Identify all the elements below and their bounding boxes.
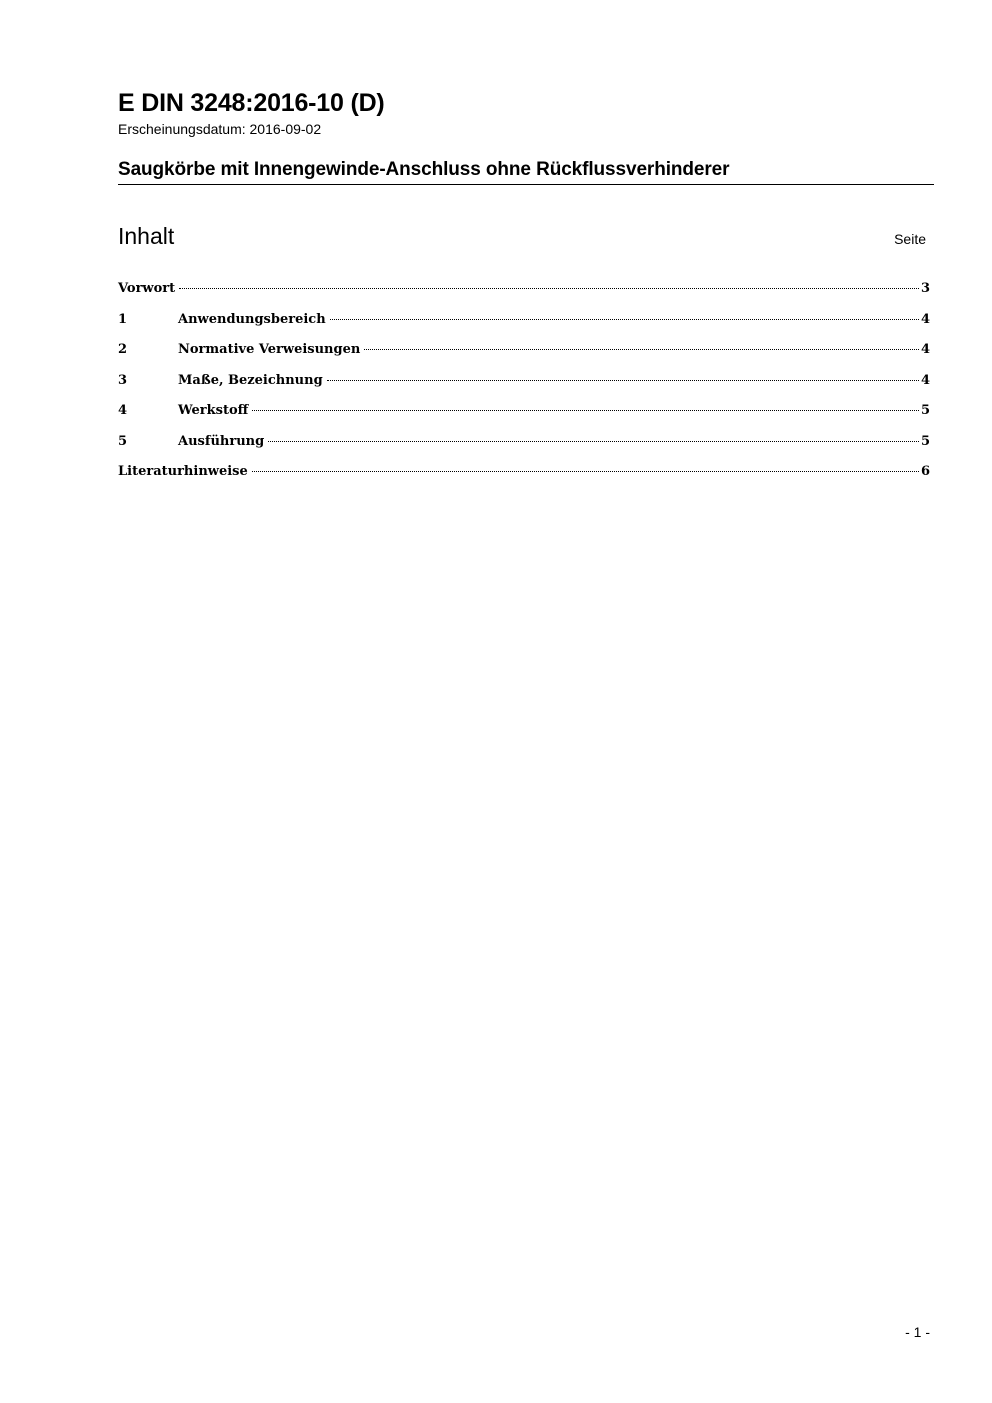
toc-entry-number: 1: [118, 311, 128, 327]
toc-entry-anwendungsbereich[interactable]: [118, 310, 930, 341]
toc-entry-page: 5: [920, 403, 930, 418]
document-header: [118, 88, 934, 138]
page-number: - 1 -: [905, 1324, 930, 1340]
toc-entry-werkstoff[interactable]: [118, 401, 930, 432]
toc-dot-leader: [252, 410, 919, 411]
toc-header: [118, 222, 926, 250]
publication-date: Erscheinungsdatum: 2016-09-02: [118, 121, 322, 137]
toc-entry-page: 5: [920, 433, 930, 449]
toc-dot-leader: [364, 349, 919, 350]
toc-entry-page: 4: [920, 311, 930, 327]
toc-entry-label: Normative Verweisungen: [178, 342, 361, 357]
toc-entry-label: Werkstoff: [178, 403, 249, 418]
toc-entry-page: 4: [920, 342, 930, 357]
toc-entry-number: 5: [118, 433, 128, 449]
toc-entry-page: 3: [920, 281, 930, 296]
toc-entry-page: 6: [920, 464, 930, 479]
toc-entry-vorwort[interactable]: [118, 279, 930, 310]
toc-entry-masse-bezeichnung[interactable]: [118, 371, 930, 402]
toc-entry-label: Vorwort: [118, 281, 176, 296]
toc-entry-label: Maße, Bezeichnung: [178, 372, 323, 388]
toc-page-column-label: Seite: [894, 231, 926, 247]
toc-entry-number: 2: [118, 342, 128, 357]
toc-dot-leader: [179, 288, 919, 289]
toc-entry-number: 4: [118, 403, 128, 418]
toc-heading: Inhalt: [118, 223, 175, 249]
toc-entry-normative-verweisungen[interactable]: [118, 340, 930, 371]
toc-entry-ausfuehrung[interactable]: [118, 432, 930, 463]
toc-entry-literaturhinweise[interactable]: [118, 462, 930, 493]
toc-entry-number: 3: [118, 372, 128, 388]
toc-entry-page: 4: [920, 372, 930, 388]
toc-entry-label: Anwendungsbereich: [178, 311, 326, 327]
toc-dot-leader: [327, 380, 919, 381]
toc-dot-leader: [330, 319, 919, 320]
document-title: Saugkörbe mit Innengewinde-Anschluss ohne Rückflussverhinderer: [118, 158, 934, 185]
toc-dot-leader: [268, 441, 919, 442]
toc-dot-leader: [252, 471, 919, 472]
toc-entry-label: Literaturhinweise: [118, 464, 248, 479]
toc-entry-label: Ausführung: [178, 433, 265, 449]
table-of-contents: [118, 279, 930, 493]
document-id: E DIN 3248:2016-10 (D): [118, 89, 385, 117]
